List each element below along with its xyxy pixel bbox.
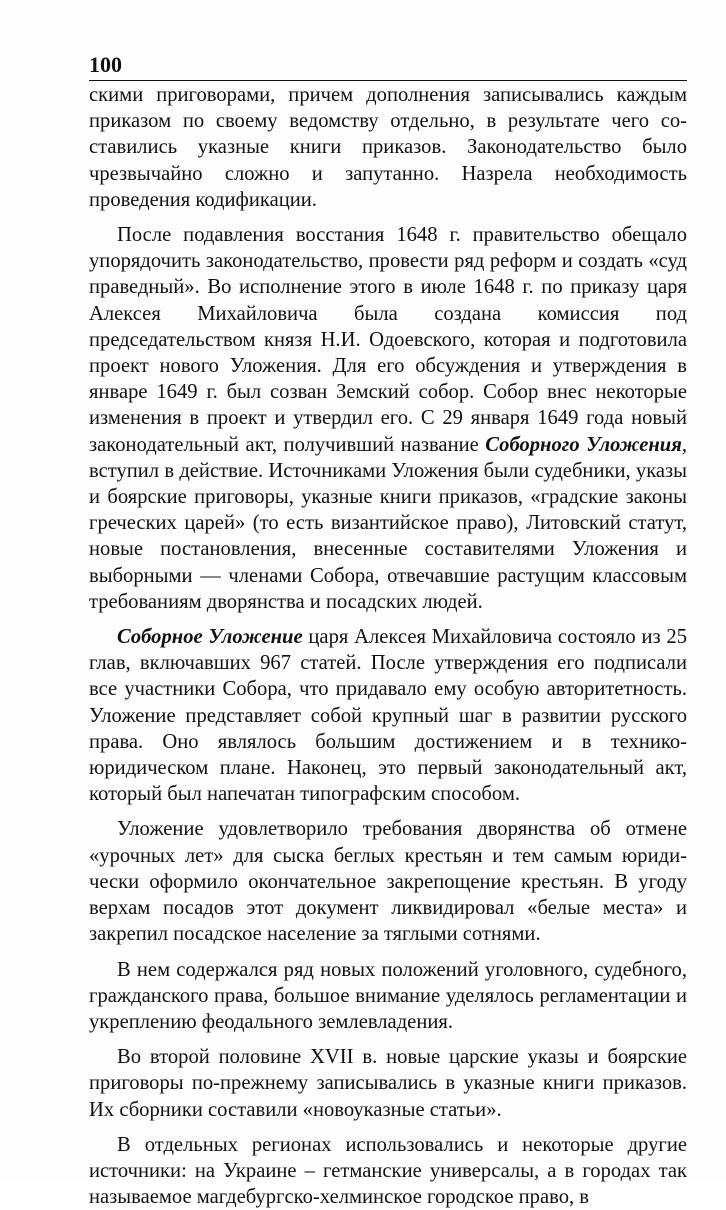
paragraph-5: В нем содержался ряд новых положений уголовного, судебного, гражданского права, большое внимание уделялось регламентации и укреплению феодального землевладения. xyxy=(89,958,687,1033)
emphasis-sobornoe-ulozhenie: Соборное Уложение xyxy=(117,626,303,649)
paragraph-2 xyxy=(89,222,687,615)
paragraph-1: скими приговорами, причем дополнения записывались каждым приказом по своему ведомству отдельно, в результате чего составились указные книги приказов. Законодательство было чрезвычайно сложно и запутанно. Назрела необходимость проведения кодификации. xyxy=(89,84,687,211)
paragraph-2-text-before: После подавления восстания 1648 г. правительство обещало упорядочить законодательство, провести ряд реформ и создать «суд праведный». Во исполнение этого в июле 1648 г. по приказу царя Алексея Михайловича была создана комиссия под председательством князя Н.И. Одоевского, которая и подготовила проект нового Уложения. Для его обсуждения и утверждения в январе 1649 г. был созван Земский собор. Собор внес некоторые изменения в проект и утвердил его. С 29 января 1649 года новый законодательный акт, получивший название xyxy=(89,224,687,456)
paragraph-2-text-after: , вступил в действие. Источниками Уложения были судебники, указы и боярские приговоры, указные книги приказов, «градские законы греческих царей» (то есть византийское право), Литовский статут, новые постановления, внесенные составителями Уложения и выборными — членами Собора, отвечавшие растущим классовым требованиям дворянства и посадских людей. xyxy=(89,433,687,613)
emphasis-sobornogo-ulozheniya: Соборного Уложения xyxy=(485,433,682,456)
paragraph-4: Уложение удовлетворило требования дворянства об отмене «урочных лет» для сыска беглых крестьян и тем самым юридически оформило окончательное закрепощение крестьян. В угоду верхам посадов этот документ ликвидировал «белые места» и закрепил посадское население за тяглыми сотнями. xyxy=(89,818,687,946)
paragraph-3-text-after: царя Алексея Михайловича состояло из 25 глав, включавших 967 статей. После утверждения его подписали все участники Собора, что придавало ему особую авторитетность. Уложение представляет собой крупный шаг в развитии русского права. Оно являлось большим достижением и в технико-юридическом плане. Наконец, это первый законодательный акт, который был напечатан типографским способом. xyxy=(89,626,687,806)
paragraph-6: Во второй половине XVII в. новые царские указы и боярские приговоры по-прежнему записывались в указные книги приказов. Их сборники составили «новоуказные статьи». xyxy=(89,1046,687,1121)
paragraph-7: В отдельных регионах использовались и некоторые другие источники: на Украине – гетманские универсалы, а в городах так называемое магдебургско-хелминское городское право, в xyxy=(89,1133,687,1209)
paragraph-3 xyxy=(89,624,687,807)
body-text xyxy=(89,82,687,1210)
header-rule xyxy=(89,80,687,81)
page-number: 100 xyxy=(89,52,122,77)
